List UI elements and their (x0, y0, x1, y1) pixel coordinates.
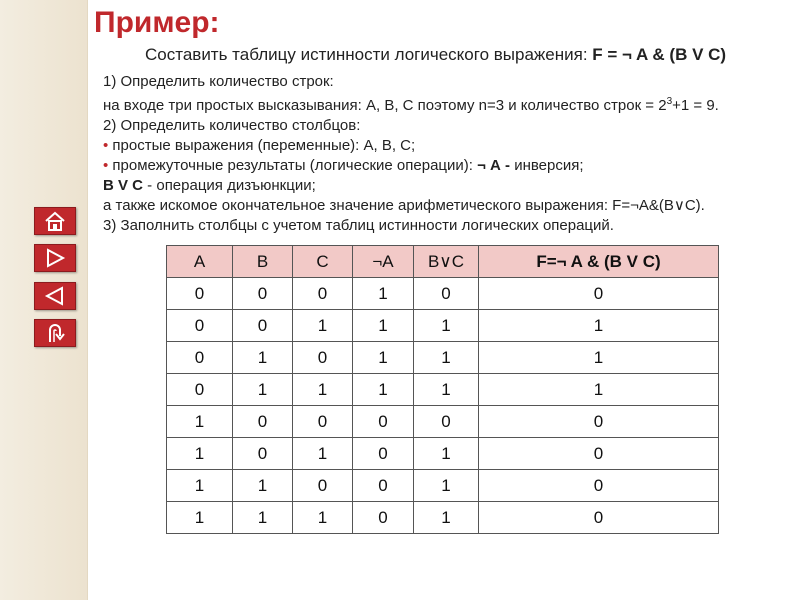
table-cell: 1 (353, 342, 414, 374)
table-cell: 0 (479, 278, 719, 310)
table-cell: 1 (479, 310, 719, 342)
table-cell: 0 (353, 406, 414, 438)
row-count-line (103, 92, 793, 116)
table-cell: 0 (293, 342, 353, 374)
task-expression: F = ¬ A & (B V C) (592, 45, 727, 64)
table-cell: 1 (353, 310, 414, 342)
return-arrow-icon (44, 322, 66, 344)
disjunction-term: В V С (103, 177, 144, 194)
table-cell: 1 (233, 470, 293, 502)
table-cell: 1 (293, 374, 353, 406)
table-cell: 0 (167, 278, 233, 310)
table-cell: 0 (479, 502, 719, 534)
table-cell: 0 (167, 374, 233, 406)
header-a: A (167, 246, 233, 278)
table-row (167, 470, 719, 502)
table-cell: 1 (233, 502, 293, 534)
header-not-a: ¬A (353, 246, 414, 278)
header-b-or-c: B∨C (414, 246, 479, 278)
table-cell: 1 (414, 342, 479, 374)
table-row (167, 374, 719, 406)
table-row (167, 438, 719, 470)
table-row (167, 502, 719, 534)
bullet-icon: • (103, 137, 109, 154)
table-cell: 0 (167, 310, 233, 342)
table-cell: 0 (353, 470, 414, 502)
table-cell: 1 (167, 502, 233, 534)
step-2: 2) Определить количество столбцов: (103, 117, 361, 134)
row-count-result: +1 = 9. (672, 97, 719, 114)
table-cell: 0 (353, 502, 414, 534)
task-statement (145, 45, 726, 65)
table-cell: 1 (293, 502, 353, 534)
table-cell: 0 (293, 278, 353, 310)
simple-expressions-text: простые выражения (переменные): А, В, С; (108, 137, 416, 154)
table-cell: 1 (233, 374, 293, 406)
table-row (167, 278, 719, 310)
bullet-icon: • (103, 157, 109, 174)
page-title: Пример: (94, 6, 220, 39)
table-cell: 0 (293, 406, 353, 438)
table-cell: 1 (293, 310, 353, 342)
step-1: 1) Определить количество строк: (103, 73, 334, 90)
table-cell: 1 (233, 342, 293, 374)
table-cell: 1 (479, 342, 719, 374)
task-prefix: Составить таблицу истинности логического выражения: (145, 45, 593, 64)
header-f: F=¬ A & (B V C) (479, 246, 719, 278)
table-row (167, 342, 719, 374)
table-cell: 0 (479, 470, 719, 502)
truth-table (166, 245, 719, 534)
home-button[interactable] (34, 207, 76, 235)
intermediate-text: промежуточные результаты (логические операции): (108, 157, 478, 174)
table-row (167, 310, 719, 342)
table-cell: 1 (167, 438, 233, 470)
inversion-text: инверсия; (510, 157, 584, 174)
table-cell: 1 (414, 374, 479, 406)
return-button[interactable] (34, 319, 76, 347)
simple-expressions-line (103, 136, 793, 156)
table-cell: 1 (414, 502, 479, 534)
table-header-row (167, 246, 719, 278)
table-cell: 1 (353, 278, 414, 310)
home-icon (43, 210, 67, 232)
table-cell: 0 (479, 406, 719, 438)
table-cell: 1 (353, 374, 414, 406)
table-cell: 0 (233, 406, 293, 438)
prev-slide-button[interactable] (34, 282, 76, 310)
table-cell: 1 (479, 374, 719, 406)
inversion-term: ¬ А - (477, 157, 511, 174)
table-cell: 0 (414, 406, 479, 438)
table-cell: 0 (479, 438, 719, 470)
table-cell: 0 (353, 438, 414, 470)
triangle-right-icon (44, 248, 66, 268)
final-value-line: а также искомое окончательное значение арифметического выражения: F=¬A&(B∨C). (103, 197, 705, 214)
table-cell: 1 (414, 310, 479, 342)
intermediate-results-line (103, 156, 793, 176)
table-cell: 1 (414, 438, 479, 470)
explanation-text (103, 72, 793, 236)
table-cell: 1 (167, 470, 233, 502)
power-superscript: 3 (666, 96, 673, 107)
table-cell: 0 (414, 278, 479, 310)
next-slide-button[interactable] (34, 244, 76, 272)
table-cell: 0 (167, 342, 233, 374)
disjunction-text: - операция дизъюнкции; (143, 177, 316, 194)
table-cell: 0 (233, 310, 293, 342)
row-count-text: на входе три простых высказывания: А, В, С поэтому n=3 и количество строк = 2 (103, 97, 667, 114)
header-c: C (293, 246, 353, 278)
table-row (167, 406, 719, 438)
step-3: 3) Заполнить столбцы с учетом таблиц истинности логических операций. (103, 217, 614, 234)
disjunction-line (103, 176, 793, 196)
table-cell: 1 (293, 438, 353, 470)
table-cell: 0 (233, 438, 293, 470)
triangle-left-icon (44, 286, 66, 306)
table-cell: 1 (167, 406, 233, 438)
table-cell: 0 (293, 470, 353, 502)
table-cell: 1 (414, 470, 479, 502)
header-b: B (233, 246, 293, 278)
table-cell: 0 (233, 278, 293, 310)
